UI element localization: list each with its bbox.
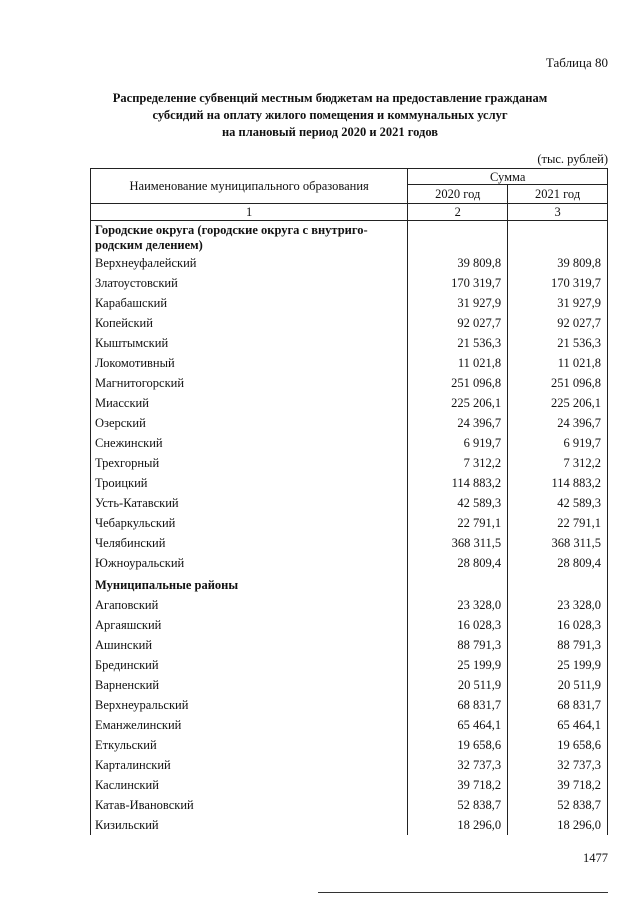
amount-2021: 24 396,7 (508, 413, 608, 433)
municipality-name: Карабашский (91, 293, 408, 313)
amount-2021: 31 927,9 (508, 293, 608, 313)
amount-2021: 68 831,7 (508, 695, 608, 715)
table-row (91, 735, 608, 755)
column-index-3: 3 (508, 204, 608, 221)
units-label: (тыс. рублей) (537, 152, 608, 166)
municipality-name: Брединский (91, 655, 408, 675)
table-row (91, 513, 608, 533)
amount-2021: 251 096,8 (508, 373, 608, 393)
section-title: Муниципальные районы (91, 573, 408, 595)
amount-2020: 65 464,1 (408, 715, 508, 735)
amount-2020: 11 021,8 (408, 353, 508, 373)
amount-2020: 52 838,7 (408, 795, 508, 815)
amount-2021: 65 464,1 (508, 715, 608, 735)
page-number: 1477 (583, 851, 608, 865)
table-row (91, 313, 608, 333)
header-year-2021: 2021 год (508, 185, 608, 204)
amount-2020: 114 883,2 (408, 473, 508, 493)
amount-2020: 6 919,7 (408, 433, 508, 453)
document-title (60, 90, 600, 141)
table-row (91, 553, 608, 573)
amount-2020: 18 296,0 (408, 815, 508, 835)
budget-table (90, 168, 608, 835)
amount-2020: 170 319,7 (408, 273, 508, 293)
table-row (91, 615, 608, 635)
amount-2021: 25 199,9 (508, 655, 608, 675)
amount-2021: 18 296,0 (508, 815, 608, 835)
empty-cell (508, 573, 608, 595)
table-row (91, 373, 608, 393)
amount-2020: 28 809,4 (408, 553, 508, 573)
table-label: Таблица 80 (545, 55, 608, 70)
amount-2021: 39 809,8 (508, 253, 608, 273)
amount-2021: 22 791,1 (508, 513, 608, 533)
table-row (91, 353, 608, 373)
municipality-name: Катав-Ивановский (91, 795, 408, 815)
amount-2021: 32 737,3 (508, 755, 608, 775)
amount-2020: 225 206,1 (408, 393, 508, 413)
amount-2020: 39 718,2 (408, 775, 508, 795)
municipality-name: Агаповский (91, 595, 408, 615)
amount-2020: 20 511,9 (408, 675, 508, 695)
amount-2020: 32 737,3 (408, 755, 508, 775)
amount-2020: 251 096,8 (408, 373, 508, 393)
table-row (91, 253, 608, 273)
table-row (91, 493, 608, 513)
header-sum: Сумма (408, 169, 608, 185)
amount-2021: 88 791,3 (508, 635, 608, 655)
amount-2021: 16 028,3 (508, 615, 608, 635)
table-row (91, 393, 608, 413)
table-row (91, 655, 608, 675)
table-row (91, 333, 608, 353)
municipality-name: Усть-Катавский (91, 493, 408, 513)
municipality-name: Чебаркульский (91, 513, 408, 533)
table-row (91, 815, 608, 835)
amount-2021: 6 919,7 (508, 433, 608, 453)
title-line-2: субсидий на оплату жилого помещения и коммунальных услуг (152, 108, 508, 122)
amount-2021: 170 319,7 (508, 273, 608, 293)
municipality-name: Еткульский (91, 735, 408, 755)
amount-2020: 368 311,5 (408, 533, 508, 553)
amount-2020: 68 831,7 (408, 695, 508, 715)
table-body (91, 221, 608, 836)
title-line-1: Распределение субвенций местным бюджетам на предоставление гражданам (112, 91, 548, 105)
amount-2020: 31 927,9 (408, 293, 508, 313)
column-index-2: 2 (408, 204, 508, 221)
municipality-name: Златоустовский (91, 273, 408, 293)
amount-2021: 28 809,4 (508, 553, 608, 573)
table-row (91, 795, 608, 815)
amount-2021: 11 021,8 (508, 353, 608, 373)
municipality-name: Челябинский (91, 533, 408, 553)
amount-2021: 42 589,3 (508, 493, 608, 513)
amount-2021: 92 027,7 (508, 313, 608, 333)
municipality-name: Трехгорный (91, 453, 408, 473)
table-row (91, 595, 608, 615)
municipality-name: Миасский (91, 393, 408, 413)
header-name: Наименование муниципального образования (91, 169, 408, 204)
amount-2020: 24 396,7 (408, 413, 508, 433)
amount-2020: 23 328,0 (408, 595, 508, 615)
table-row (91, 293, 608, 313)
municipality-name: Ашинский (91, 635, 408, 655)
amount-2021: 20 511,9 (508, 675, 608, 695)
municipality-name: Локомотивный (91, 353, 408, 373)
section-header-row (91, 221, 608, 254)
municipality-name: Копейский (91, 313, 408, 333)
header-year-2020: 2020 год (408, 185, 508, 204)
municipality-name: Кыштымский (91, 333, 408, 353)
table-row (91, 473, 608, 493)
empty-cell (408, 573, 508, 595)
amount-2020: 7 312,2 (408, 453, 508, 473)
amount-2020: 22 791,1 (408, 513, 508, 533)
empty-cell (508, 221, 608, 254)
amount-2021: 368 311,5 (508, 533, 608, 553)
title-line-3: на плановый период 2020 и 2021 годов (221, 125, 439, 139)
amount-2021: 21 536,3 (508, 333, 608, 353)
table-row (91, 755, 608, 775)
municipality-name: Верхнеуральский (91, 695, 408, 715)
municipality-name: Южноуральский (91, 553, 408, 573)
empty-cell (408, 221, 508, 254)
amount-2021: 39 718,2 (508, 775, 608, 795)
amount-2021: 225 206,1 (508, 393, 608, 413)
amount-2020: 21 536,3 (408, 333, 508, 353)
column-index-1: 1 (91, 204, 408, 221)
amount-2020: 39 809,8 (408, 253, 508, 273)
table-row (91, 715, 608, 735)
table-row (91, 453, 608, 473)
amount-2020: 16 028,3 (408, 615, 508, 635)
municipality-name: Карталинский (91, 755, 408, 775)
amount-2021: 52 838,7 (508, 795, 608, 815)
municipality-name: Каслинский (91, 775, 408, 795)
municipality-name: Еманжелинский (91, 715, 408, 735)
amount-2020: 88 791,3 (408, 635, 508, 655)
amount-2020: 42 589,3 (408, 493, 508, 513)
municipality-name: Варненский (91, 675, 408, 695)
municipality-name: Троицкий (91, 473, 408, 493)
section-header-row (91, 573, 608, 595)
amount-2020: 25 199,9 (408, 655, 508, 675)
table-row (91, 695, 608, 715)
table-row (91, 635, 608, 655)
section-title: Городские округа (городские округа с внутриго-родским делением) (91, 221, 408, 254)
table-row (91, 533, 608, 553)
amount-2021: 7 312,2 (508, 453, 608, 473)
amount-2021: 19 658,6 (508, 735, 608, 755)
municipality-name: Кизильский (91, 815, 408, 835)
table-row (91, 775, 608, 795)
amount-2020: 92 027,7 (408, 313, 508, 333)
table-row (91, 433, 608, 453)
table-row (91, 413, 608, 433)
municipality-name: Аргаяшский (91, 615, 408, 635)
table-row (91, 675, 608, 695)
municipality-name: Верхнеуфалейский (91, 253, 408, 273)
municipality-name: Магнитогорский (91, 373, 408, 393)
footer-rule (318, 892, 608, 893)
municipality-name: Снежинский (91, 433, 408, 453)
municipality-name: Озерский (91, 413, 408, 433)
amount-2021: 23 328,0 (508, 595, 608, 615)
table-row (91, 273, 608, 293)
amount-2020: 19 658,6 (408, 735, 508, 755)
amount-2021: 114 883,2 (508, 473, 608, 493)
